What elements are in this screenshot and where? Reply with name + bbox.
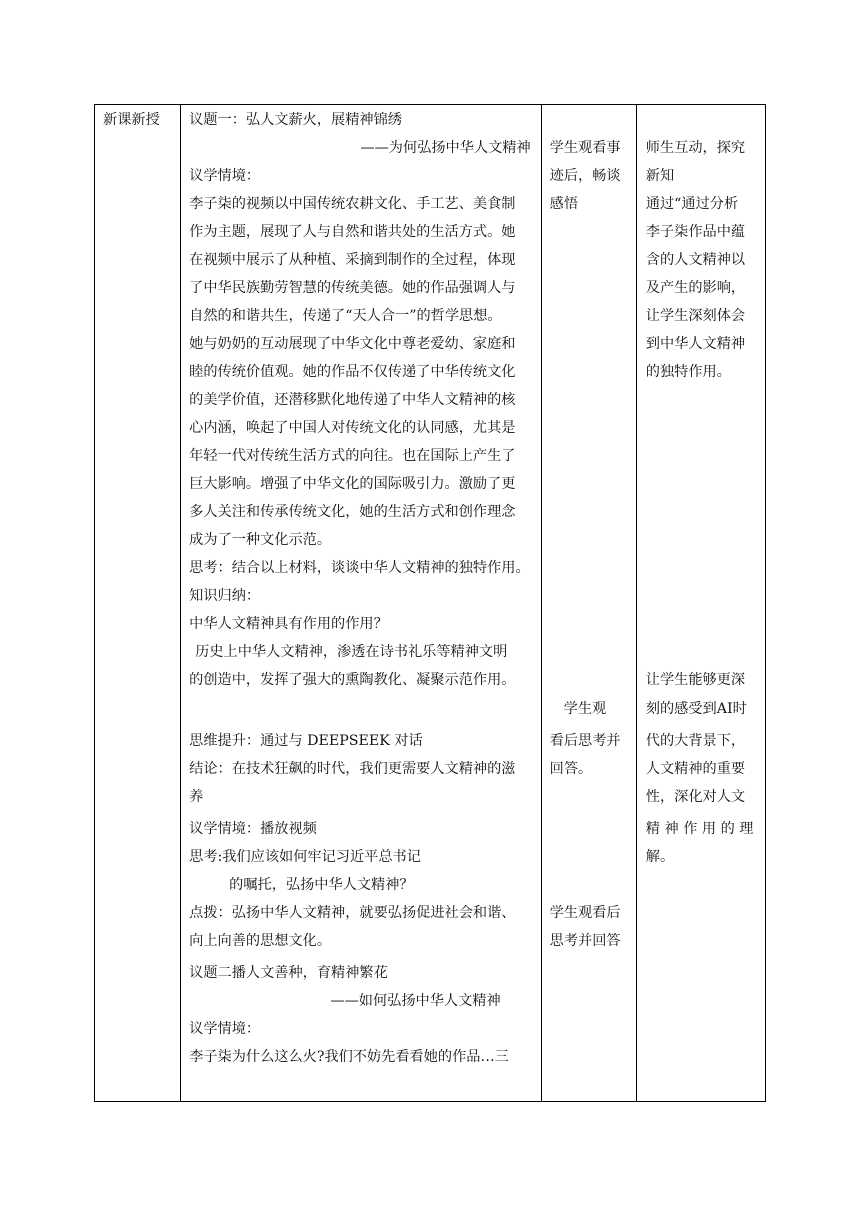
student-line: 学生观看事 xyxy=(549,140,621,156)
content-line: 思维提升：通过与 DEEPSEEK 对话 xyxy=(189,733,423,749)
content-line: 作为主题，展现了人与自然和谐共处的生活方式。她 xyxy=(189,224,516,240)
content-line: 议学情境：播放视频 xyxy=(189,821,317,837)
topic2-subtitle: ——如何弘扬中华人文精神 xyxy=(330,993,501,1009)
content-line: 的嘱托，弘扬中华人文精神？ xyxy=(229,877,414,893)
intent-line: 新知 xyxy=(645,168,675,184)
intent-line: 含的人文精神以 xyxy=(645,252,746,268)
intent-line: 通过“通过分析 xyxy=(645,196,739,212)
intent-line: 精 神 作 用 的 理 xyxy=(645,821,754,837)
content-line: 李子柒为什么这么火?我们不妨先看看她的作品…三 xyxy=(189,1049,509,1065)
student-line: 思考并回答 xyxy=(549,933,621,949)
intent-line: 到中华人文精神 xyxy=(645,336,746,352)
content-line: 议学情境： xyxy=(189,1021,261,1037)
student-line: 感悟 xyxy=(549,196,579,212)
content-line: 向上向善的思想文化。 xyxy=(189,933,332,949)
content-line: 思考：结合以上材料，谈谈中华人文精神的独特作用。 xyxy=(189,560,530,576)
content-line: 她与奶奶的互动展现了中华文化中尊老爱幼、家庭和 xyxy=(189,336,516,352)
content-line: 巨大影响。增强了中华文化的国际吸引力。激励了更 xyxy=(189,476,516,492)
intent-line: 性，深化对人文 xyxy=(645,789,746,805)
content-line: 成为了一种文化示范。 xyxy=(189,532,332,548)
content-line: 年轻一代对传统生活方式的向往。也在国际上产生了 xyxy=(189,448,516,464)
content-line: 结论：在技术狂飙的时代，我们更需要人文精神的滋 xyxy=(189,761,516,777)
intent-line: 李子柒作品中蕴 xyxy=(645,224,746,240)
intent-line: 解。 xyxy=(645,849,675,865)
intent-line: 刻的感受到AI时 xyxy=(645,701,747,717)
section-label: 新课新授 xyxy=(103,112,160,128)
intent-line: 师生互动，探究 xyxy=(645,140,746,156)
topic1-subtitle: ——为何弘扬中华人文精神 xyxy=(360,140,531,156)
table-row xyxy=(95,105,766,1102)
intent-line: 及产生的影响， xyxy=(645,280,746,296)
content-line: 心内涵，唤起了中国人对传统文化的认同感，尤其是 xyxy=(189,420,516,436)
student-line: 迹后，畅谈 xyxy=(549,168,621,184)
content-line: 知识归纳： xyxy=(189,588,261,604)
content-line: 养 xyxy=(189,789,204,805)
lesson-plan-table xyxy=(94,104,766,1102)
content-line: 睦的传统价值观。她的作品不仅传递了中华传统文化 xyxy=(189,364,516,380)
content-line: 自然的和谐共生，传递了“天人合一”的哲学思想。 xyxy=(189,308,502,324)
student-line: 回答。 xyxy=(549,761,593,777)
student-line: 学生观 xyxy=(563,701,607,717)
intent-line: 人文精神的重要 xyxy=(645,761,746,777)
content-line: 思考:我们应该如何牢记习近平总书记 xyxy=(189,849,421,865)
content-line: 议学情境： xyxy=(189,168,261,184)
student-line: 看后思考并 xyxy=(549,733,621,749)
content-line: 中华人文精神具有作用的作用？ xyxy=(189,616,388,632)
intent-line: 代的大背景下， xyxy=(645,733,746,749)
content-line: 了中华民族勤劳智慧的传统美德。她的作品强调人与 xyxy=(189,280,516,296)
topic2-title: 议题二播人文善种，育精神繁花 xyxy=(189,965,388,981)
content-line: 多人关注和传承传统文化，她的生活方式和创作理念 xyxy=(189,504,516,520)
design-intent-cell xyxy=(636,105,765,1102)
intent-line: 让学生深刻体会 xyxy=(645,308,746,324)
intent-line: 让学生能够更深 xyxy=(645,672,746,688)
content-line: 李子柒的视频以中国传统农耕文化、手工艺、美食制 xyxy=(189,196,516,212)
student-activity-cell xyxy=(541,105,636,1102)
content-line: 点拨：弘扬中华人文精神，就要弘扬促进社会和谐、 xyxy=(189,905,516,921)
content-line: 的美学价值，还潜移默化地传递了中华人文精神的核 xyxy=(189,392,516,408)
content-line: 在视频中展示了从种植、采摘到制作的全过程，体现 xyxy=(189,252,516,268)
content-line: 的创造中，发挥了强大的熏陶教化、凝聚示范作用。 xyxy=(189,672,516,688)
student-line: 学生观看后 xyxy=(549,905,621,921)
topic1-title: 议题一：弘人文薪火，展精神锦绣 xyxy=(189,112,402,128)
intent-line: 的独特作用。 xyxy=(645,364,731,380)
section-cell xyxy=(95,105,181,1102)
content-line: 历史上中华人文精神，渗透在诗书礼乐等精神文明 xyxy=(195,644,508,660)
content-cell xyxy=(181,105,542,1102)
